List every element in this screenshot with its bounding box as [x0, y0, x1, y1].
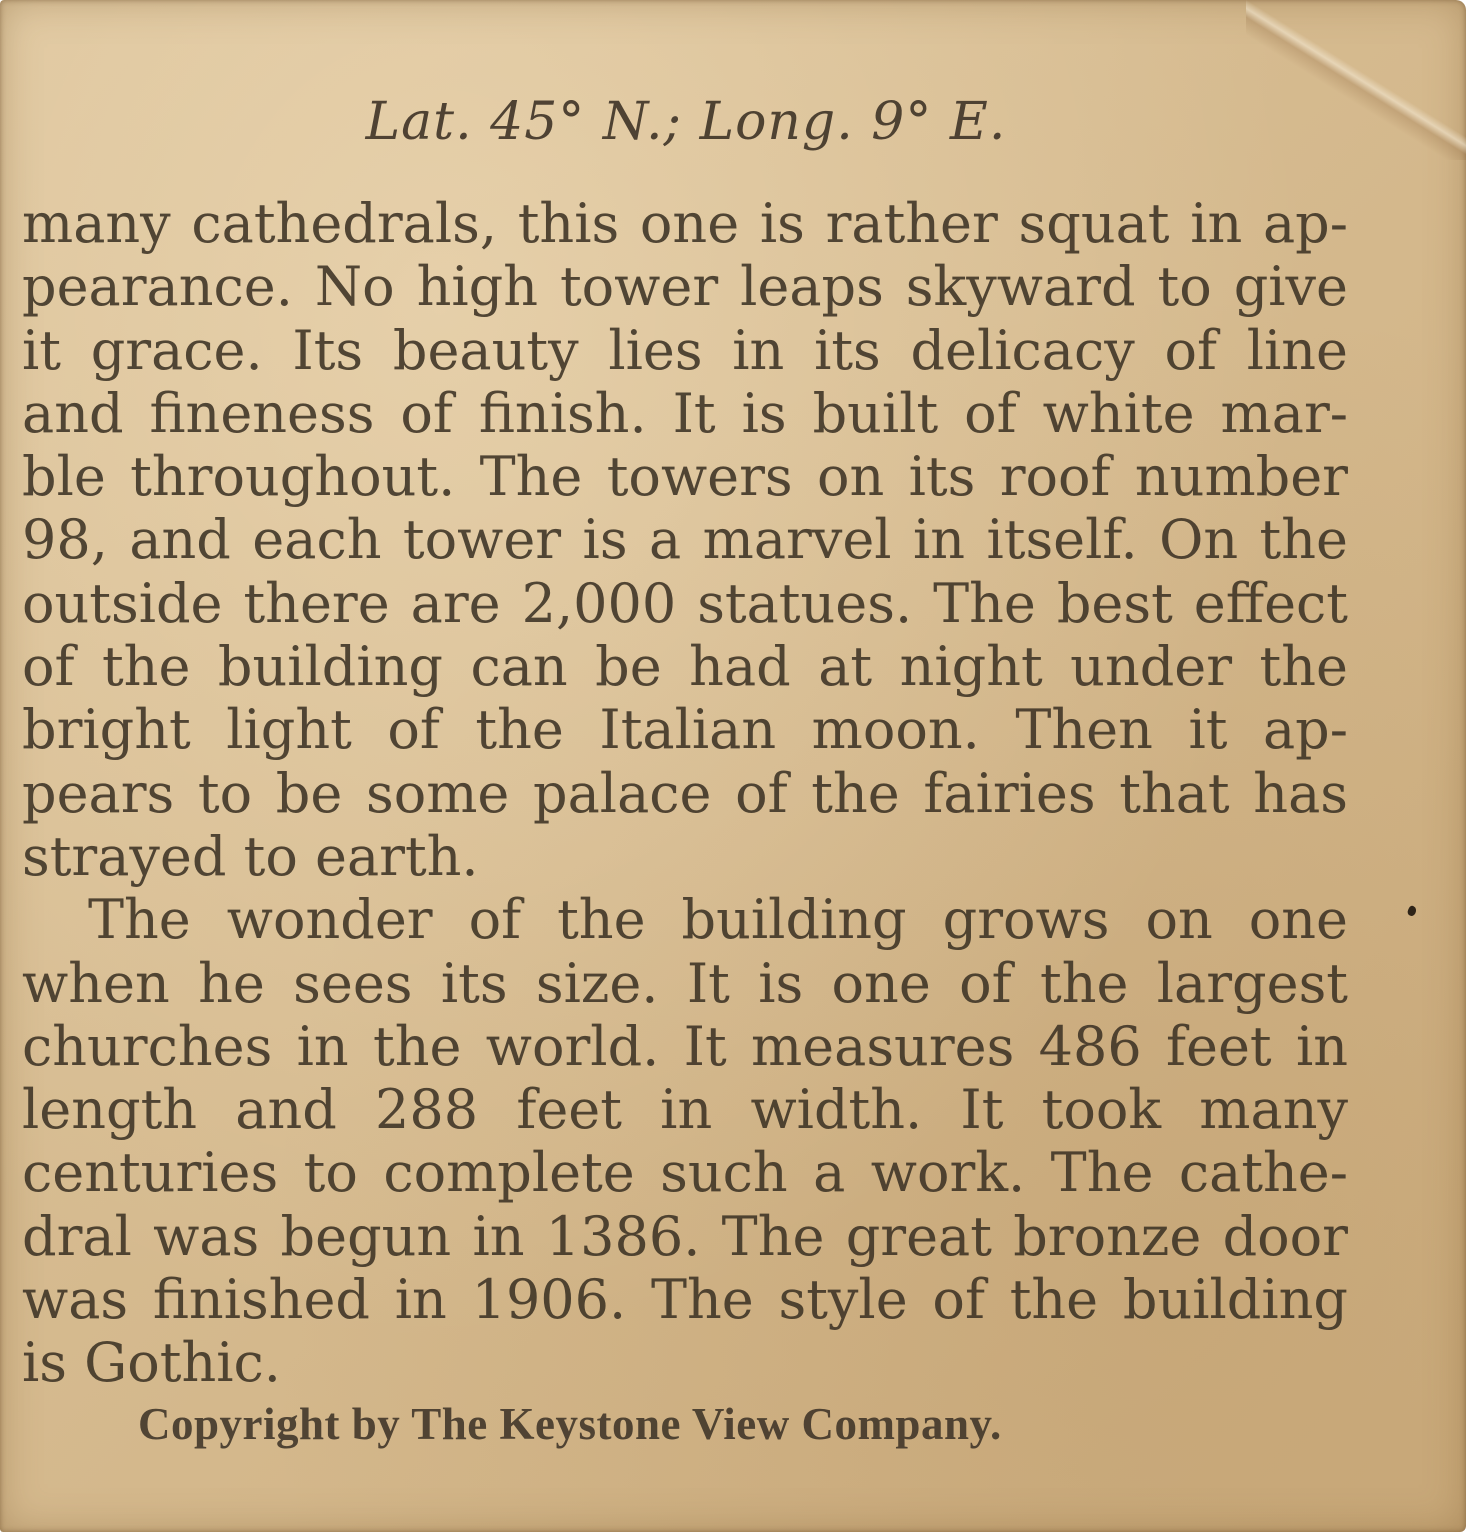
text-line: pearance. No high tower leaps skyward to give [22, 255, 1348, 319]
coordinates-heading: Lat. 45° N.; Long. 9° E. [365, 92, 1007, 152]
text-line: many cathedrals, this one is rather squat in ap- [22, 192, 1348, 255]
text-line: strayed to earth. [22, 824, 479, 888]
text-line: it grace. Its beauty lies in its delicacy of line [22, 318, 1348, 382]
text-line: outside there are 2,000 statues. The best effect [22, 571, 1348, 635]
text-line: 98, and each tower is a marvel in itself. On the [22, 508, 1348, 572]
text-line: pears to be some palace of the fairies that has [22, 761, 1348, 825]
text-line: length and 288 feet in width. It took many [22, 1078, 1348, 1142]
text-line: bright light of the Italian moon. Then it ap- [22, 698, 1348, 762]
text-line: of the building can be had at night under the [22, 635, 1348, 699]
text-line: dral was begun in 1386. The great bronze door [22, 1204, 1348, 1268]
text-line: ble throughout. The towers on its roof number [22, 445, 1348, 509]
text-line: and fineness of finish. It is built of white mar- [22, 381, 1348, 445]
text-line: The wonder of the building grows on one [88, 888, 1348, 952]
text-line: churches in the world. It measures 486 feet in [22, 1014, 1348, 1078]
text-line: is Gothic. [22, 1331, 281, 1395]
text-line: was finished in 1906. The style of the building [22, 1268, 1348, 1332]
description-text [22, 192, 1348, 1395]
copyright-line: Copyright by The Keystone View Company. [138, 1399, 1002, 1449]
text-line: when he sees its size. It is one of the largest [22, 951, 1348, 1015]
text-line: centuries to complete such a work. The cathe- [22, 1141, 1348, 1205]
ink-speck [1406, 905, 1417, 917]
